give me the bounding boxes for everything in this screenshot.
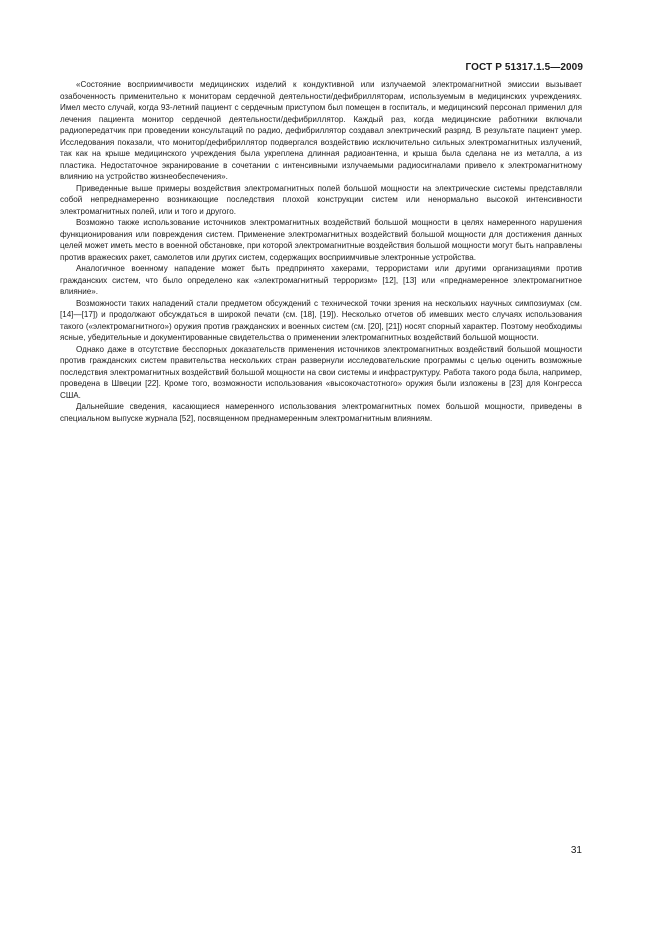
body-text	[60, 79, 582, 424]
paragraph: Аналогичное военному нападение может быть предпринято хакерами, террористами или другими организациями против гражданских систем, что было определено как «электромагнитный терроризм» [12], [13] или «преднамеренное электромагнитное влияние».	[60, 264, 582, 296]
paragraph: «Состояние восприимчивости медицинских изделий к кондуктивной или излучаемой электромагнитной эмиссии вызывает озабоченность применительно к мониторам сердечной деятельности/дефибрилляторам, используемым в медицинских учреждениях. Имел место случай, когда 93-летний пациент с сердечным приступом был помещен в госпиталь, и медицинский персонал применил для лечения пациента монитор сердечной деятельности/дефибриллятор. Каждый раз, когда медицинские работники включали радиопередатчик при проведении консультаций по радио, дефибриллятор создавал электрический разряд. В результате пациент умер. Исследования показали, что монитор/дефибриллятор подвергался воздействию исключительно сильных электромагнитных излучений, так как на крыше медицинского учреждения была укреплена длинная радиоантенна, и крыша была сделана не из металла, а из пластика. Недостаточное экранирование в сочетании с интенсивными излучаемыми радиосигналами привело к электромагнитному влиянию на устройство жизнеобеспечения».	[60, 80, 582, 181]
paragraph: Дальнейшие сведения, касающиеся намеренного использования электромагнитных помех большой мощности, приведены в специальном выпуске журнала [52], посвященном преднамеренным электромагнитным влияниям.	[60, 402, 582, 423]
paragraph: Возможно также использование источников электромагнитных воздействий большой мощности в целях намеренного нарушения функционирования или повреждения систем. Применение электромагнитных воздействий большой мощности для достижения данных целей может иметь место в военной обстановке, при которой электромагнитные воздействия большой мощности могут быть направлены против вражеских ракет, самолетов или других систем, содержащих восприимчивые электронные устройства.	[60, 218, 582, 262]
page-number: 31	[570, 845, 582, 856]
paragraph: Возможности таких нападений стали предметом обсуждений с технической точки зрения на нескольких научных симпозиумах (см. [14]—[17]) и продолжают обсуждаться в широкой печати (см. [18], [19]). Несколько отчетов об имевших место случаях использования такого («электромагнитного») оружия против гражданских и военных систем (см. [20], [21]) носят спорный характер. Поэтому необходимы ясные, убедительные и документированные свидетельства о применении электромагнитных воздействий большой мощности.	[60, 298, 582, 342]
standard-code-header: ГОСТ Р 51317.1.5—2009	[465, 62, 583, 73]
paragraph: Приведенные выше примеры воздействия электромагнитных полей большой мощности на электрические системы представляли собой непреднамеренно возникающие последствия плохой конструкции систем или ненормально высокой интенсивности электромагнитных полей, или и того и другого.	[60, 183, 582, 216]
paragraph: Однако даже в отсутствие бесспорных доказательств применения источников электромагнитных воздействий большой мощности против гражданских систем правительства нескольких стран развернули исследовательские программы с целью оценить возможные последствия электромагнитных воздействий большой мощности на свои системы и инфраструктуру. Работа такого рода была, например, проведена в Швеции [22]. Кроме того, возможности использования «высокочастотного» оружия были изложены в [23] для Конгресса США.	[60, 344, 582, 400]
